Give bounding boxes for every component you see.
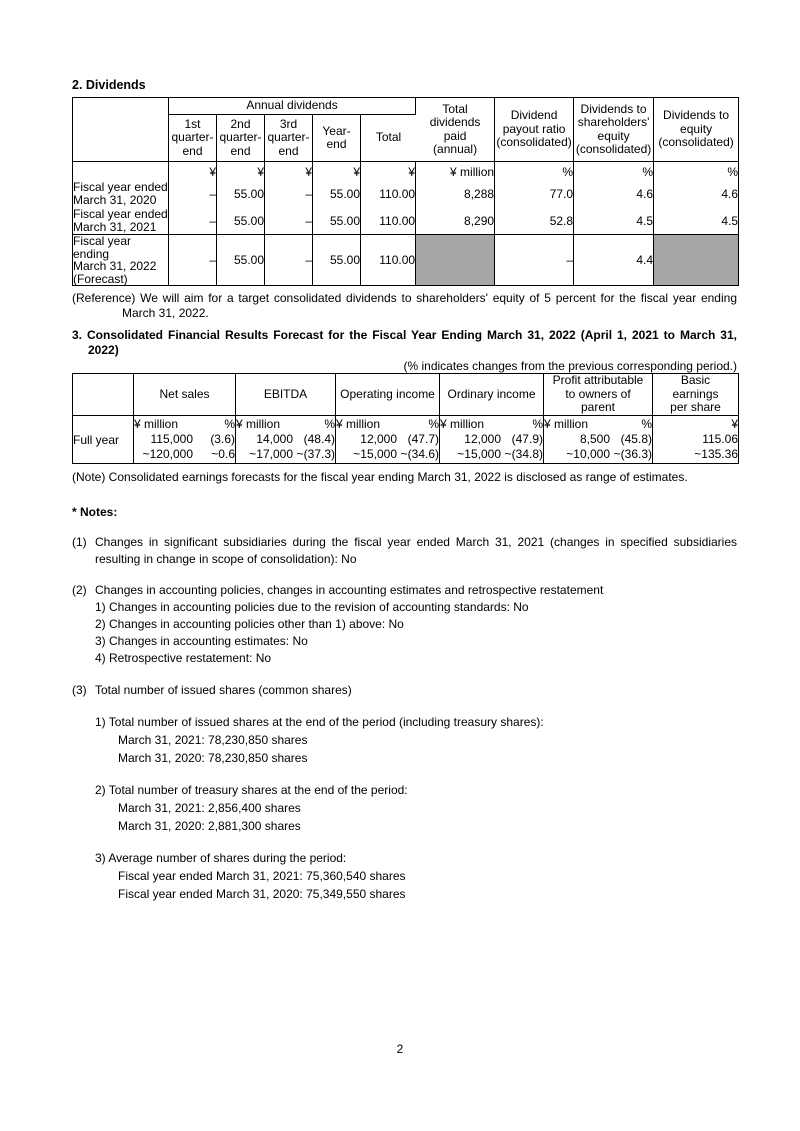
value: 115.06	[702, 432, 738, 446]
value: ~120,000	[142, 447, 193, 461]
note2-subitem: 4) Retrospective restatement: No	[95, 651, 272, 665]
pct-change: (47.9)	[511, 432, 543, 446]
row-label: Fiscal year ending March 31, 2022 (Forecast)	[73, 234, 169, 285]
forecast-stub-header	[73, 374, 134, 416]
table-row-fy2021	[73, 207, 738, 234]
value-cell: 110.00	[361, 207, 416, 234]
total-header: Total	[361, 115, 416, 162]
pct-change: (47.7)	[407, 432, 439, 446]
note3-group-treasury-shares	[95, 781, 737, 835]
note-item-1	[72, 534, 737, 568]
net-sales-header: Net sales	[134, 374, 236, 416]
unit-cell: ¥	[313, 162, 361, 180]
basic-eps-cell	[653, 416, 738, 463]
note-marker: (1)	[72, 535, 87, 549]
value-cell: 77.0	[495, 180, 574, 207]
page-number: 2	[396, 1042, 404, 1056]
value-cell: –	[495, 234, 574, 285]
shaded-cell	[416, 234, 495, 285]
value-cell: 4.4	[574, 234, 654, 285]
section-number: 3.	[72, 328, 83, 342]
value: 115,000	[150, 432, 193, 446]
unit-cell: %	[574, 162, 654, 180]
value: ~15,000	[457, 447, 501, 461]
reference-line2: March 31, 2022.	[122, 306, 209, 320]
forecast-table	[72, 373, 739, 464]
value: 12,000	[360, 432, 397, 446]
value-cell: 110.00	[361, 180, 416, 207]
note3-group-issued-shares	[95, 713, 737, 767]
pct-change: ~0.6	[211, 447, 235, 461]
value: ~135.36	[694, 447, 738, 461]
value-cell: 55.00	[217, 234, 265, 285]
unit-cell: ¥	[265, 162, 313, 180]
pct-change: (3.6)	[210, 432, 235, 446]
unit-cell: ¥	[217, 162, 265, 180]
net-sales-cell	[134, 416, 236, 463]
year-end-header: Year- end	[313, 115, 361, 162]
note2-sublist	[95, 599, 737, 667]
forecast-title-line2: 2022)	[88, 343, 119, 357]
value: 14,000	[256, 432, 293, 446]
operating-income-header: Operating income	[336, 374, 440, 416]
value-cell: 8,290	[416, 207, 495, 234]
note-marker: (3)	[72, 683, 87, 697]
ebitda-header: EBITDA	[236, 374, 336, 416]
unit-cell: ¥	[361, 162, 416, 180]
annual-dividends-header: Annual dividends	[169, 98, 416, 115]
unit-label: ¥ million	[544, 417, 589, 431]
dividends-section-title: 2. Dividends	[72, 78, 146, 92]
pct-change: ~(36.3)	[613, 447, 652, 461]
dividends-table	[72, 97, 739, 286]
unit-cell: %	[727, 165, 739, 179]
value-cell: –	[169, 234, 217, 285]
value-cell: 4.5	[721, 213, 739, 228]
note-item-2	[72, 582, 737, 667]
forecast-note: (Note) Consolidated earnings forecasts for the fiscal year ending March 31, 2022 is disclosed as range of estimates.	[72, 470, 688, 484]
unit-row	[73, 162, 738, 180]
note3-group-average-shares	[95, 849, 737, 903]
value-cell: –	[265, 180, 313, 207]
forecast-title-line1: 3. Consolidated Financial Results Forecast for the Fiscal Year Ending March 31, 2022 (April 1, 2021 to March 31,	[72, 328, 737, 342]
share-count-line: Fiscal year ended March 31, 2021: 75,360,540 shares	[118, 869, 406, 883]
reference-line1: (Reference) We will aim for a target consolidated dividends to shareholders' equity of 5 percent for the fiscal year ending	[72, 291, 737, 305]
value: ~17,000	[249, 447, 293, 461]
ordinary-income-header: Ordinary income	[440, 374, 544, 416]
unit-label: ¥ million	[440, 417, 485, 431]
ordinary-income-cell	[440, 416, 544, 463]
total-dividends-paid-header: Total dividends paid (annual)	[416, 98, 495, 162]
table-row-fy2022-forecast	[73, 234, 738, 285]
value-cell: –	[169, 207, 217, 234]
unit-label: %	[324, 417, 335, 431]
unit-row-stub	[73, 162, 169, 180]
value-cell: 55.00	[313, 207, 361, 234]
profit-attributable-header: Profit attributable to owners of parent	[544, 374, 653, 416]
profit-attributable-cell	[544, 416, 653, 463]
dividend-payout-ratio-header: Dividend payout ratio (consolidated)	[495, 98, 574, 162]
pct-change: ~(37.3)	[296, 447, 335, 461]
reference-paragraph	[72, 291, 737, 321]
unit-label: ¥ million	[236, 417, 281, 431]
table-header-row	[73, 98, 738, 115]
forecast-header-row	[73, 374, 738, 416]
value: ~15,000	[353, 447, 397, 461]
note1-line2: resulting in change in scope of consolidation): No	[95, 552, 357, 566]
unit-label: %	[224, 417, 235, 431]
value-cell: 4.5	[574, 207, 654, 234]
unit-label: ¥ million	[336, 417, 381, 431]
shaded-cell	[654, 234, 738, 285]
unit-cell: ¥	[169, 162, 217, 180]
pct-change: (45.8)	[620, 432, 652, 446]
unit-cell: %	[495, 162, 574, 180]
group-label: 1) Total number of issued shares at the end of the period (including treasury shares):	[95, 715, 544, 729]
pct-change: ~(34.6)	[400, 447, 439, 461]
unit-label: ¥ million	[134, 417, 179, 431]
q3-end-header: 3rd quarter- end	[265, 115, 313, 162]
note2-subitem: 3) Changes in accounting estimates: No	[95, 634, 308, 648]
note1-line1: Changes in significant subsidiaries during the fiscal year ended March 31, 2021 (changes in specified subsidiaries	[95, 535, 737, 549]
value: ~10,000	[566, 447, 610, 461]
unit-label: %	[641, 417, 652, 431]
note2-subitem: 2) Changes in accounting policies other than 1) above: No	[95, 617, 404, 631]
value-cell: 4.6	[574, 180, 654, 207]
pct-change: (48.4)	[303, 432, 335, 446]
share-count-line: March 31, 2021: 78,230,850 shares	[118, 733, 308, 747]
value-cell: 4.6	[721, 186, 739, 201]
value-cell: –	[265, 207, 313, 234]
unit-label: %	[532, 417, 543, 431]
value-cell: 110.00	[361, 234, 416, 285]
operating-income-cell	[336, 416, 440, 463]
share-count-line: Fiscal year ended March 31, 2020: 75,349,550 shares	[118, 887, 406, 901]
row-label: Fiscal year ended March 31, 2021	[73, 207, 168, 234]
value-cell: –	[169, 180, 217, 207]
value-cell: –	[265, 234, 313, 285]
value: 8,500	[579, 432, 610, 446]
dividends-equity-header: Dividends to equity (consolidated)	[654, 98, 738, 162]
share-count-line: March 31, 2020: 2,881,300 shares	[118, 819, 301, 833]
value: 12,000	[464, 432, 501, 446]
value-cell: 55.00	[313, 180, 361, 207]
forecast-section-title	[72, 328, 737, 358]
share-count-line: March 31, 2021: 2,856,400 shares	[118, 801, 301, 815]
unit-label: ¥	[731, 417, 738, 431]
ebitda-cell	[236, 416, 336, 463]
value-cell: 52.8	[495, 207, 574, 234]
value-cell: 8,288	[416, 180, 495, 207]
q1-end-header: 1st quarter- end	[169, 115, 217, 162]
share-count-line: March 31, 2020: 78,230,850 shares	[118, 751, 308, 765]
notes-title: * Notes:	[72, 505, 118, 519]
unit-label: %	[428, 417, 439, 431]
forecast-full-year-row	[73, 416, 738, 463]
row-label: Full year	[73, 416, 134, 463]
pct-change: ~(34.8)	[504, 447, 543, 461]
dividends-shareholders-equity-header: Dividends to shareholders' equity (consolidated)	[574, 98, 654, 162]
group-label: 2) Total number of treasury shares at the end of the period:	[95, 783, 408, 797]
note3-intro: Total number of issued shares (common shares)	[95, 683, 352, 697]
row-label: Fiscal year ended March 31, 2020	[73, 180, 168, 207]
note-item-3	[72, 681, 737, 903]
basic-eps-header: Basic earnings per share	[653, 374, 738, 416]
table-row-fy2020	[73, 180, 738, 207]
note2-subitem: 1) Changes in accounting policies due to the revision of accounting standards: No	[95, 600, 529, 614]
note2-intro: Changes in accounting policies, changes in accounting estimates and retrospective restatement	[95, 583, 604, 597]
percent-change-note: (% indicates changes from the previous corresponding period.)	[403, 359, 737, 373]
unit-cell: ¥ million	[416, 162, 495, 180]
value-cell: 55.00	[217, 207, 265, 234]
value-cell: 55.00	[217, 180, 265, 207]
page-content	[72, 0, 737, 903]
dividends-stub-header	[73, 98, 169, 162]
value-cell: 55.00	[313, 234, 361, 285]
group-label: 3) Average number of shares during the period:	[95, 851, 347, 865]
q2-end-header: 2nd quarter- end	[217, 115, 265, 162]
note-marker: (2)	[72, 583, 87, 597]
